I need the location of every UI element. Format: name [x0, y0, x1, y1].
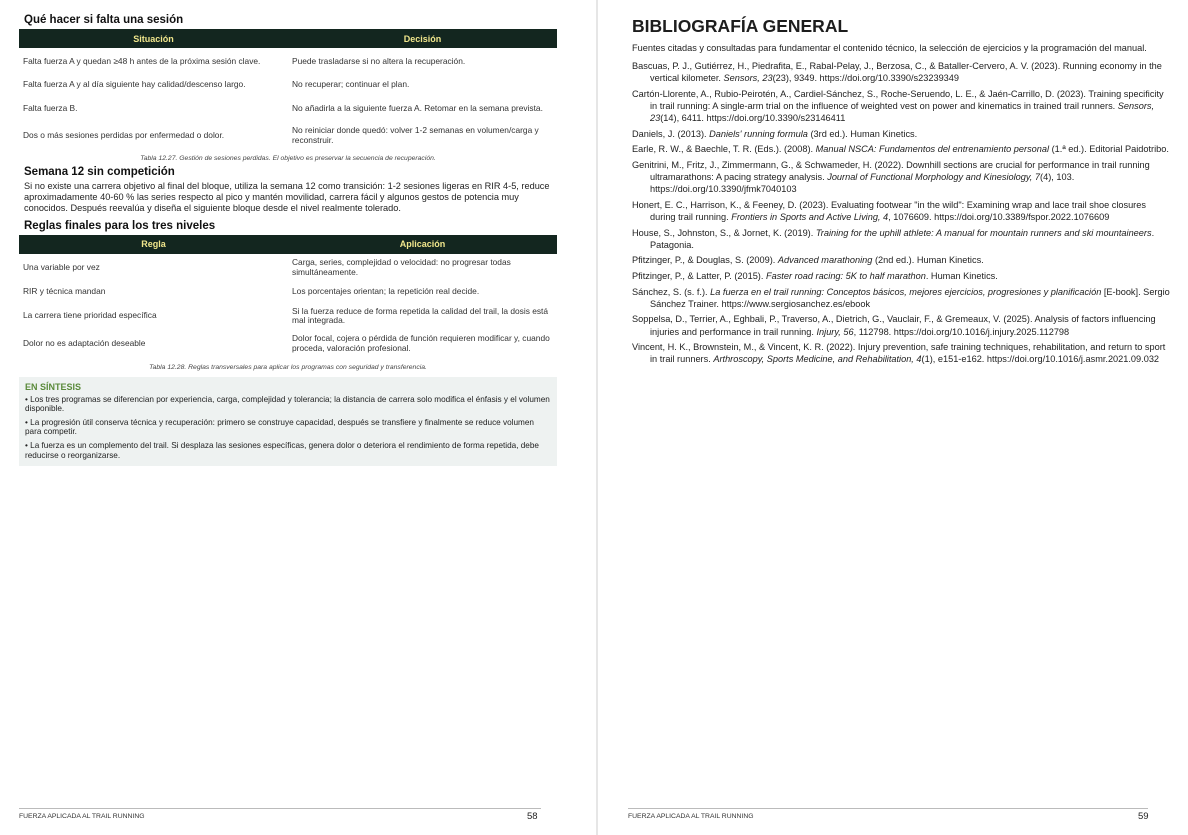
table-cell: Falta fuerza A y al día siguiente hay calidad/descenso largo. — [23, 79, 246, 90]
reference-source-title: Faster road racing: 5K to half marathon — [765, 271, 926, 282]
table-cell: Falta fuerza B. — [23, 102, 78, 113]
reference-details: (1.ª ed.). Editorial Paidotribo. — [1049, 144, 1169, 155]
missed-session-table — [19, 29, 557, 149]
table-caption: Tabla 12.27. Gestión de sesiones perdidas. El objetivo es preservar la secuencia de recuperación. — [140, 155, 436, 162]
table-caption: Tabla 12.28. Reglas transversales para aplicar los programas con seguridad y transferencia. — [149, 363, 427, 371]
bibliography-intro: Fuentes citadas y consultadas para fundamentar el contenido técnico, la selección de ejercicios y la programación del manual. — [632, 43, 1147, 53]
footer-book-title: FUERZA APLICADA AL TRAIL RUNNING — [628, 813, 754, 820]
reference-source-title: Training for the uphill athlete: A manual for mountain runners and ski mountaineers — [815, 227, 1152, 238]
table-cell: RIR y técnica mandan — [23, 286, 106, 297]
table-cell: No reiniciar donde quedó: volver 1-2 semanas en volumen/carga y reconstruir. — [292, 124, 539, 145]
reference-text: Soppelsa, D., Terrier, A., Eghbali, P., Traverso, A., Dietrich, G., Vauclair, F., & Gremeaux, V. (2025). Analysis of factors influencing injuries and performance in trail running. — [632, 314, 1156, 337]
table-cell: La carrera tiene prioridad específica — [23, 310, 157, 321]
reference-text: Genitrini, M., Fritz, J., Zimmermann, G., & Schwameder, H. (2022). Downhill sections are crucial for performance in trail running ultramarathons: A pacing strategy analysis. — [632, 159, 1150, 183]
table-cell: No recuperar; continuar el plan. — [292, 79, 410, 90]
bibliography-content — [632, 16, 1172, 369]
reference-item — [632, 313, 1172, 337]
column-header: Regla — [19, 235, 288, 254]
page-footer — [628, 808, 1148, 820]
reference-source-title: Arthroscopy, Sports Medicine, and Rehabilitation, 4 — [713, 354, 922, 365]
column-header: Situación — [19, 29, 288, 48]
table-cell: Puede trasladarse si no altera la recuperación. — [292, 55, 466, 66]
reference-text: Pfitzinger, P., & Latter, P. (2015). — [632, 271, 766, 282]
reference-item — [632, 254, 1172, 266]
table-cell: Dolor focal, cojera o pérdida de función requieren modificar y, cuando proceda, valoración profesional. — [292, 333, 550, 353]
synthesis-title: EN SÍNTESIS — [25, 381, 82, 392]
table-row — [19, 254, 557, 282]
table-row — [19, 282, 557, 303]
reference-source-title: Journal of Functional Morphology and Kinesiology, 7 — [827, 172, 1041, 183]
page-number: 58 — [527, 811, 538, 822]
reference-item — [632, 270, 1172, 282]
synthesis-item: • La progresión útil conserva técnica y recuperación: primero se construye capacidad, después se transfiere y finalmente se reduce volumen para competir. — [25, 417, 534, 437]
reference-source-title: Advanced marathoning — [777, 255, 873, 266]
reference-text: Bascuas, P. J., Gutiérrez, H., Piedrafita, E., Rabal-Pelay, J., Berzosa, C., & Bataller-Cervero, A. V. (2023). Running economy in the vertical kilometer. — [632, 60, 1162, 84]
reference-source-title: Frontiers in Sports and Active Living, 4 — [731, 212, 889, 222]
reference-source-title: Sensors, 23 — [723, 73, 773, 84]
reference-details: (23), 9349. https://doi.org/10.3390/s23239349 — [772, 73, 960, 84]
page-number: 59 — [1138, 811, 1149, 822]
table-row — [19, 122, 557, 149]
reference-item — [632, 199, 1172, 223]
reference-source-title: Daniels' running formula — [709, 128, 808, 139]
table-cell: Dos o más sesiones perdidas por enfermedad o dolor. — [23, 129, 225, 140]
reference-details: , 112798. https://doi.org/10.1016/j.injury.2025.112798 — [853, 326, 1070, 337]
section-heading-week12: Semana 12 sin competición — [24, 166, 175, 178]
table-cell: Una variable por vez — [23, 261, 100, 272]
reference-details: (1), e151-e162. https://doi.org/10.1016/j.asmr.2021.09.032 — [921, 354, 1160, 365]
reference-item — [632, 341, 1172, 365]
reference-details: (4), 103. https://doi.org/10.3390/jfmk7040103 — [650, 172, 1075, 195]
reference-details: , 1076609. https://doi.org/10.3389/fspor.2022.1076609 — [888, 212, 1110, 222]
table-row — [19, 75, 557, 95]
synthesis-item: • Los tres programas se diferencian por experiencia, carga, complejidad y tolerancia; la distancia de carrera solo modifica el énfasis y el volumen disponible. — [25, 394, 550, 414]
bibliography-title: BIBLIOGRAFÍA GENERAL — [632, 16, 849, 36]
reference-item — [632, 227, 1172, 251]
reference-text: Sánchez, S. (s. f.). — [632, 286, 711, 297]
reference-text: House, S., Johnston, S., & Jornet, K. (2019). — [632, 227, 816, 238]
left-page-content — [19, 14, 557, 466]
reference-text: Cartón-Llorente, A., Rubio-Peirotén, A., Cardiel-Sánchez, S., Roche-Seruendo, L. E., & Jaén-Carrillo, D. (2023). Training specificity in trail running: A single-arm trial on the influence of weighted vest on power and kinematics in trained trail runners. — [632, 88, 1164, 111]
table-cell: No añadirla a la siguiente fuerza A. Retomar en la semana prevista. — [292, 102, 543, 113]
reference-source-title: Sensors, 23 — [650, 100, 1155, 124]
reference-details: (3rd ed.). Human Kinetics. — [807, 128, 918, 139]
reference-source-title: La fuerza en el trail running: Conceptos básicos, mejores ejercicios, progresiones y planificación — [710, 286, 1102, 297]
synthesis-item: • La fuerza es un complemento del trail. Si desplaza las sesiones específicas, genera dolor o deteriora el rendimiento de forma repetida, debe reducirse o reorganizarse. — [25, 441, 539, 460]
reference-text: Pfitzinger, P., & Douglas, S. (2009). — [632, 255, 778, 266]
week12-paragraph: Si no existe una carrera objetivo al final del bloque, utiliza la semana 12 como transición: 1-2 sesiones ligeras en RIR 4-5, reduce aproximadamente 40-60 % las series respecto al pico y mantén movilidad, carrera fácil y algunos gestos de potencia muy conocidos. Después reevalúa y diseña el siguiente bloque desde el nivel realmente tolerado. — [24, 181, 550, 214]
table-cell: Los porcentajes orientan; la repetición real decide. — [292, 286, 480, 297]
table-row — [19, 95, 557, 122]
reference-item — [632, 159, 1172, 195]
table-cell: Carga, series, complejidad o velocidad: no progresar todas simultáneamente. — [292, 257, 511, 277]
table-cell: Dolor no es adaptación deseable — [23, 337, 146, 348]
reference-details: . Patagonia. — [650, 227, 1155, 250]
page-footer — [19, 808, 541, 820]
final-rules-table — [19, 235, 557, 358]
reference-text: Daniels, J. (2013). — [632, 128, 710, 139]
table-header-row — [19, 235, 557, 254]
reference-list — [632, 60, 1172, 366]
table-cell: Falta fuerza A y quedan ≥48 h antes de la próxima sesión clave. — [23, 55, 261, 66]
reference-details: (14), 6411. https://doi.org/10.3390/s23146411 — [660, 113, 846, 124]
footer-book-title: FUERZA APLICADA AL TRAIL RUNNING — [19, 813, 145, 820]
section-heading-final-rules: Reglas finales para los tres niveles — [24, 219, 216, 232]
reference-text: Honert, E. C., Harrison, K., & Feeney, D. (2023). Evaluating footwear "in the wild": Examining wrap and lace trail shoe closures during trail running. — [632, 199, 1146, 222]
reference-source-title: Injury, 56 — [816, 326, 854, 337]
column-header: Decisión — [288, 29, 557, 48]
reference-details: [E-book]. Sergio Sánchez Trainer. https://www.sergiosanchez.es/ebook — [650, 286, 1170, 309]
reference-source-title: Manual NSCA: Fundamentos del entrenamiento personal — [815, 144, 1050, 155]
synthesis-box — [19, 377, 557, 467]
section-heading-missed-session: Qué hacer si falta una sesión — [24, 14, 184, 26]
reference-item — [632, 286, 1172, 310]
reference-item — [632, 143, 1172, 155]
table-row — [19, 303, 557, 330]
table-cell: Si la fuerza reduce de forma repetida la calidad del trail, la dosis está mal integrada. — [292, 305, 549, 326]
reference-details: (2nd ed.). Human Kinetics. — [872, 255, 984, 266]
reference-item — [632, 60, 1172, 84]
table-row — [19, 330, 557, 358]
table-header-row — [19, 29, 557, 48]
table-row — [19, 48, 557, 75]
right-page — [598, 0, 1188, 835]
column-header: Aplicación — [288, 235, 557, 254]
reference-text: Vincent, H. K., Brownstein, M., & Vincent, K. R. (2022). Injury prevention, safe training techniques, rehabilitation, and return to sport in trail runners. — [632, 342, 1166, 365]
reference-item — [632, 88, 1172, 124]
reference-text: Earle, R. W., & Baechle, T. R. (Eds.). (2008). — [632, 144, 816, 155]
reference-item — [632, 128, 1172, 140]
reference-details: . Human Kinetics. — [925, 271, 998, 282]
